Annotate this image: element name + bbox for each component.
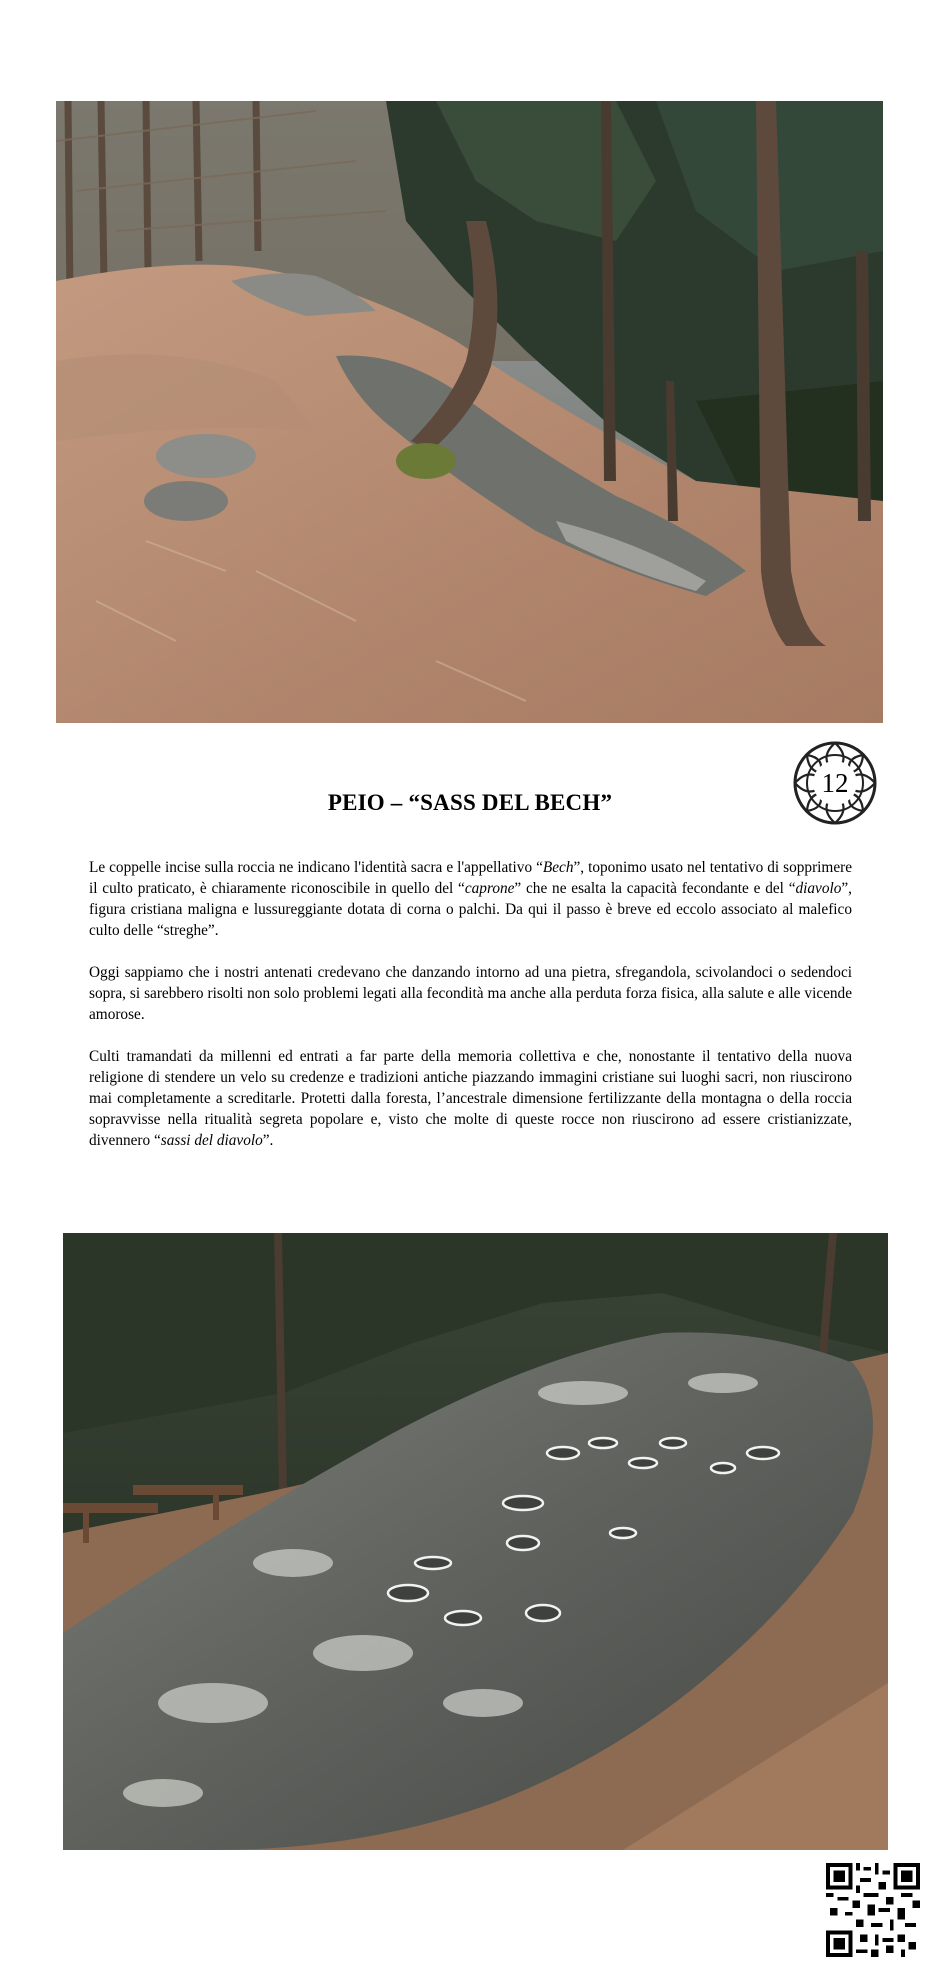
italic-term: caprone <box>464 880 515 897</box>
paragraph <box>89 857 852 941</box>
text-run: ”, figura cristiana maligna e lussureggiante dotata di corna o palchi. Da qui il passo è breve ed eccolo associato al malefico culto delle “streghe”. <box>89 880 852 939</box>
text-run: ”. <box>262 1132 274 1149</box>
cupmark-rock-photo <box>63 1233 888 1850</box>
body-text <box>89 857 852 1172</box>
italic-term: Bech <box>542 859 574 876</box>
text-run: Oggi sappiamo che i nostri antenati credevano che danzando intorno ad una pietra, sfregandola, scivolandoci o sedendoci sopra, si sarebbero risolti non solo problemi legati alla fecondità ma anche alla perduta forza fisica, alla salute e alle vicende amorose. <box>89 964 852 1023</box>
paragraph <box>89 1046 852 1151</box>
page-number: 12 <box>821 768 849 798</box>
text-run: Culti tramandati da millenni ed entrati a far parte della memoria collettiva e che, nonostante il tentativo della nuova religione di stendere un velo su credenze e tradizioni antiche piazzando immagini cristiane sui luoghi sacri, non riuscirono mai completamente a screditarle. Protetti dalla foresta, l’ancestrale dimensione fertilizzante della montagna o della roccia sopravvisse nella ritualità segreta popolare e, visto che molte di queste rocce non riuscirono ad essere cristianizzate, divennero “ <box>89 1048 852 1149</box>
italic-term: sassi del diavolo <box>160 1132 263 1149</box>
text-run: ”, toponimo usato nel tentativo di sopprimere il culto praticato, è chiaramente riconoscibile in quello del “ <box>89 859 852 897</box>
qr-code[interactable] <box>826 1863 920 1957</box>
page-title: PEIO – “SASS DEL BECH” <box>327 790 613 815</box>
paragraph <box>89 962 852 1025</box>
italic-term: diavolo <box>795 880 842 897</box>
text-run: ” che ne esalta la capacità fecondante e del “ <box>514 880 796 897</box>
forest-slope-photo <box>56 101 883 723</box>
text-run: Le coppelle incise sulla roccia ne indicano l'identità sacra e l'appellativo “ <box>89 859 543 876</box>
qr-code-icon <box>826 1863 920 1957</box>
